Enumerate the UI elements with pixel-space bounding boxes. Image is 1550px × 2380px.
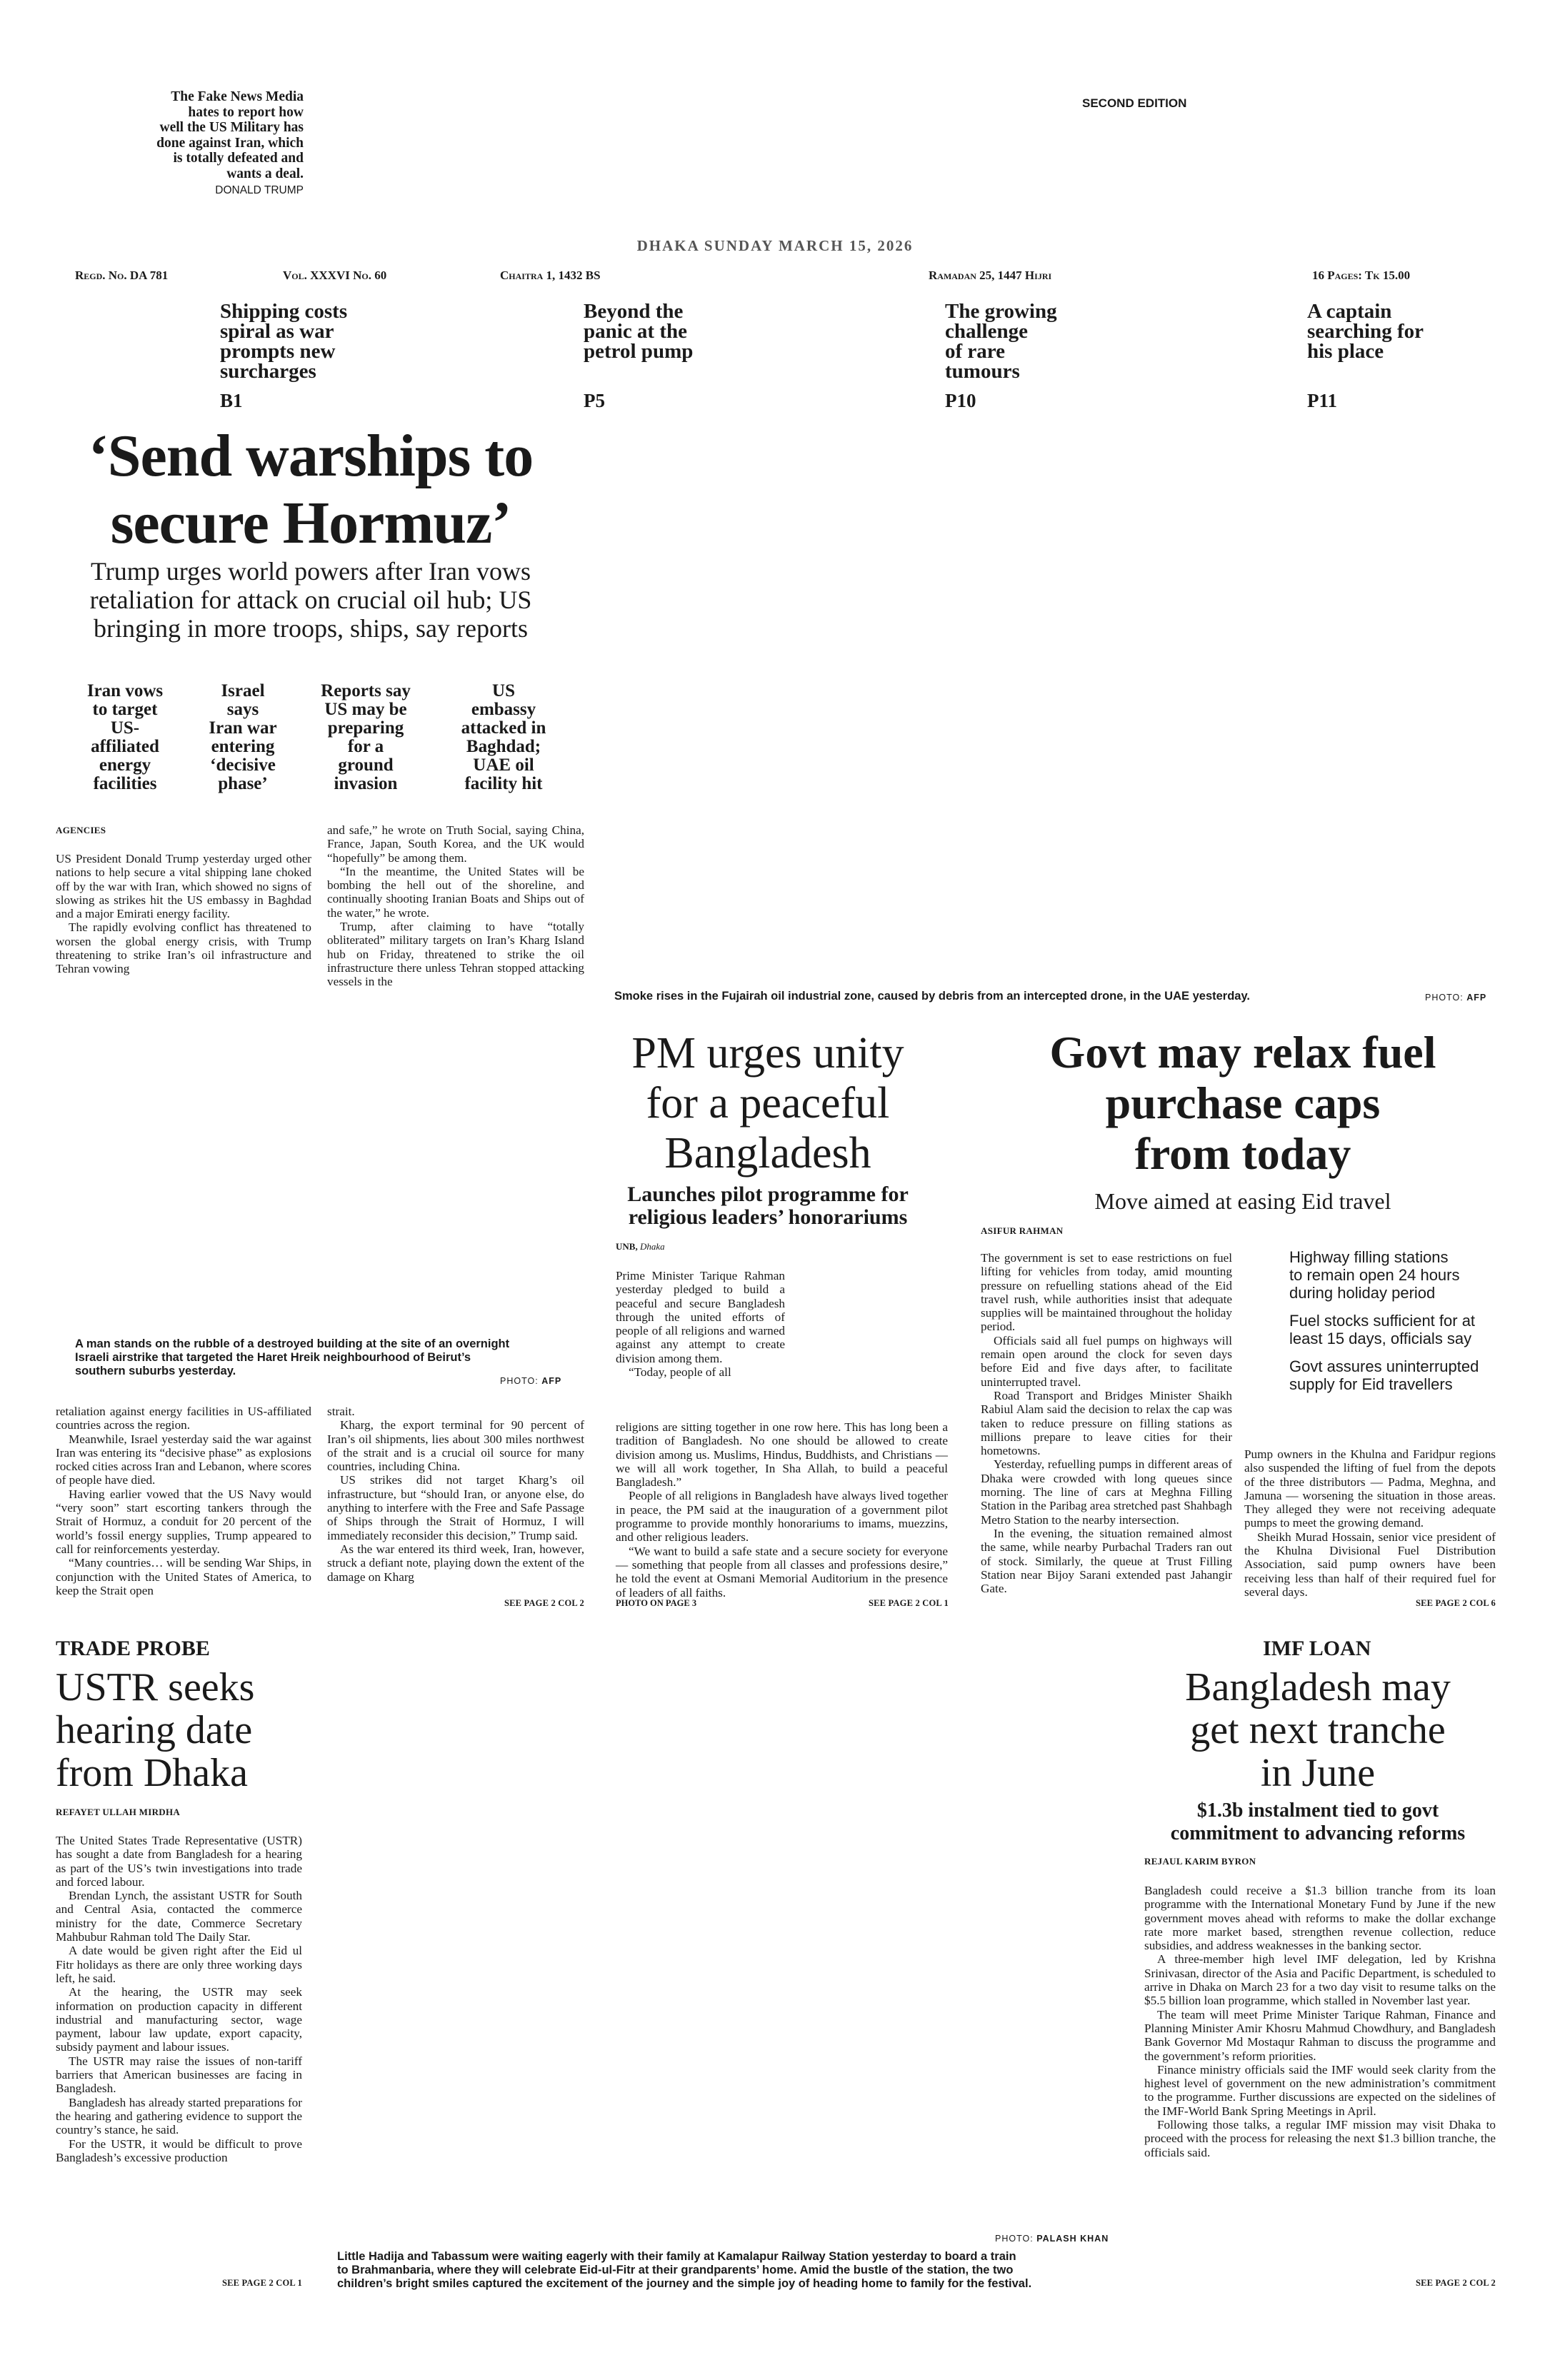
lead-subhead [312, 682, 419, 793]
caption-line: children’s bright smiles captured the excitement of the journey and the simple joy of heading home to family for the festival. [337, 2277, 1032, 2290]
subhead-line: entering [211, 737, 275, 756]
paragraph: As the war entered its third week, Iran, however, struck a defiant note, playing down the extent of the damage on Kharg [327, 1542, 584, 1584]
paragraph: Pump owners in the Khulna and Faridpur regions also suspended the lifting of fuel from the depots of the three distributors — Padma, Meghna, and Jamuna — worsening the situation in those areas. They alleged they were not receiving adequate pumps to meet the growing demand. [1244, 1447, 1496, 1530]
deck-line: retaliation for attack on crucial oil hub; US [89, 586, 532, 614]
subhead-line: US- [110, 718, 140, 738]
photo-caption [337, 2250, 1180, 2291]
lead-column-1-continued [56, 1405, 311, 1605]
photo-credit-name: PALASH KHAN [1036, 2234, 1109, 2244]
paragraph: Meanwhile, Israel yesterday said the war against Iran was entering its “decisive phase” as explosions rocked cities across Iran and Lebanon, where scores of people have died. [56, 1432, 311, 1487]
paragraph: religions are sitting together in one row here. This has long been a tradition of Bangladesh. No one should be allowed to create division among us. Muslims, Hindus, Buddhists, and Christians — we will all work together, In Sha Allah, to build a peaceful Bangladesh.” [616, 1420, 948, 1490]
teaser-title-line: searching for [1307, 320, 1424, 343]
quote-line: is totally defeated and [173, 151, 304, 166]
fuel-deck: Move aimed at easing Eid travel [1094, 1188, 1391, 1214]
byline-place: Dhaka [639, 1241, 665, 1252]
ustr-byline: REFAYET ULLAH MIRDHA [56, 1807, 181, 1817]
quote-line: wants a deal. [226, 166, 304, 181]
quote-line: done against Iran, which [156, 135, 304, 151]
subhead-line: religious leaders’ honorariums [628, 1205, 908, 1229]
imf-subhead [1129, 1799, 1507, 1845]
teaser-title-line: his place [1307, 340, 1384, 363]
highlight-item [1289, 1312, 1504, 1347]
teaser[interactable] [945, 301, 1131, 412]
headline-line: secure Hormuz’ [110, 490, 511, 556]
subhead-line: Iran war [209, 718, 277, 738]
paragraph: Having earlier vowed that the US Navy would “very soon” start escorting tankers through the Strait of Hormuz, a conduit for 20 percent of the world’s fossil energy supplies, Trump appeared to call for reinforcements yesterday. [56, 1487, 311, 1556]
lead-column-2-continued [327, 1405, 584, 1595]
teaser-page-ref: P5 [584, 390, 605, 411]
subhead-line: US may be [324, 700, 407, 719]
photo-credit [1425, 993, 1486, 1003]
paragraph: “Today, people of all [629, 1365, 731, 1380]
paragraph: Brendan Lynch, the assistant USTR for South and Central Asia, contacted the commerce ministry for the date, Commerce Secretary Mahbubur Rahman told The Daily Star. [56, 1889, 302, 1944]
lead-headline [29, 423, 593, 557]
teaser-title [945, 301, 1131, 381]
fuel-byline: ASIFUR RAHMAN [981, 1225, 1064, 1236]
pm-byline [616, 1241, 665, 1252]
caption-line: Israeli airstrike that targeted the Haret Hreik neighbourhood of Beirut’s [75, 1351, 471, 1364]
teaser-page-ref: P10 [945, 390, 976, 411]
teaser-title-line: tumours [945, 360, 1020, 383]
caption-line: southern suburbs yesterday. [75, 1365, 236, 1377]
photo-credit-name: AFP [1466, 993, 1487, 1003]
paragraph: Sheikh Murad Hossain, senior vice president of the Khulna Divisional Fuel Distribution Association, said pump owners have been receiving less than half of their required fuel for several days. [1244, 1530, 1496, 1599]
teaser-title-line: surcharges [220, 360, 316, 383]
paragraph: In the evening, the situation remained almost the same, while nearby Purbachal Traders ran out of stock. Similarly, the queue at Trust Filling Station near Bijoy Sarani extended past Jahangir Gate. [981, 1526, 1232, 1596]
teaser-page-ref: P11 [1307, 390, 1338, 411]
bangla-date: Chaitra 1, 1432 BS [500, 268, 601, 282]
pages-price: 16 Pages: Tk 15.00 [1312, 268, 1411, 282]
see-page-link[interactable]: SEE PAGE 2 COL 1 [221, 2278, 302, 2288]
headline-line: Bangladesh [664, 1129, 871, 1178]
teaser-title-line: A captain [1307, 300, 1392, 323]
highlight-item [1289, 1357, 1504, 1393]
pm-narrow-column [616, 1269, 785, 1419]
photo-caption: Smoke rises in the Fujairah oil industrial zone, caused by debris from an intercepted drone, in the UAE yesterday. [614, 990, 1251, 1003]
imf-headline [1129, 1666, 1507, 1794]
teaser-title [584, 301, 769, 361]
paragraph: For the USTR, it would be difficult to prove Bangladesh’s excessive production [56, 2137, 302, 2164]
deck-line: bringing in more troops, ships, say reports [94, 614, 528, 643]
pm-wide-column [616, 1420, 948, 1600]
fuel-column-2 [1244, 1447, 1496, 1599]
subhead-line: facility hit [464, 774, 543, 793]
photo-credit-name: AFP [541, 1376, 562, 1386]
teaser-title-line: Beyond the [584, 300, 684, 323]
photo-credit-label: PHOTO: [1425, 993, 1464, 1003]
teaser-title-line: panic at the [584, 320, 687, 343]
subhead-line: for a [347, 737, 384, 756]
paragraph: Kharg, the export terminal for 90 percent of Iran’s oil shipments, lies about 300 miles northwest of the strait and is a crucial oil source for many countries, including China. [327, 1418, 584, 1474]
subhead-line: Iran vows [86, 681, 164, 701]
paragraph: “In the meantime, the United States will be bombing the hell out of the shoreline, and continually shooting Iranian Boats and Ships out of the water,” he wrote. [327, 864, 584, 920]
registration-number: Regd. No. DA 781 [75, 268, 169, 282]
paragraph: People of all religions in Bangladesh have always lived together in peace, the PM said at the inauguration of a government pilot programme to provide monthly honorariums to imams, muezzins, and other religious leaders. [616, 1489, 948, 1545]
byline-agency: UNB, [616, 1241, 638, 1252]
highlight-line: during holiday period [1289, 1284, 1436, 1302]
lead-subhead [450, 682, 557, 793]
photo-credit [500, 1376, 561, 1386]
subhead-line: to target [92, 700, 158, 719]
teaser-title [1307, 301, 1493, 361]
teaser[interactable] [1307, 301, 1493, 412]
highlight-item [1289, 1248, 1504, 1302]
teaser-title-line: spiral as war [220, 320, 334, 343]
paragraph: The government is set to ease restrictions on fuel lifting for vehicles from today, amid mounting pressure on refuelling stations ahead of the Eid travel rush, while authorities insist that adequate supplies will be maintained throughout the holiday period. [981, 1251, 1232, 1334]
subhead-line: Launches pilot programme for [627, 1183, 909, 1206]
paragraph: US strikes did not target Kharg’s oil infrastructure, but “should Iran, or anyone else, do anything to interfere with the Free and Safe Passage of Ships through the Strait of Hormuz, I will immediately reconsider this decision,” Trump said. [327, 1473, 584, 1542]
teaser-title-line: petrol pump [584, 340, 694, 363]
headline-line: Govt may relax fuel [1049, 1027, 1436, 1078]
paragraph: and safe,” he wrote on Truth Social, saying China, France, Japan, South Korea, and the UK would “hopefully” be among them. [327, 823, 584, 865]
subhead-line: UAE oil [473, 755, 534, 775]
paragraph: Bangladesh could receive a $1.3 billion tranche from its loan programme with the International Monetary Fund by June if the new government moves ahead with reforms to make the dollar exchange rate more market based, strengthen revenue collection, reduce subsidies, and address weaknesses in the banking sector. [1144, 1884, 1496, 1953]
masthead-quote [107, 89, 304, 199]
headline-line: purchase caps [1105, 1078, 1381, 1128]
fuel-headline [982, 1027, 1504, 1179]
see-page-link[interactable]: SEE PAGE 2 COL 6 [1415, 1598, 1496, 1608]
masthead-info-row [0, 268, 1550, 286]
paragraph: strait. [327, 1405, 355, 1418]
lead-subhead [193, 682, 293, 793]
headline-line: hearing date [56, 1708, 253, 1752]
edition-label: SECOND EDITION [1082, 96, 1187, 110]
paragraph: US President Donald Trump yesterday urged other nations to help secure a vital shipping lane choked off by the war with Iran, which showed no signs of slowing as strikes hit the US embassy in Baghdad and a major Emirati energy facility. [56, 852, 311, 921]
paragraph: The USTR may raise the issues of non-tariff barriers that American businesses are facing in Bangladesh. [56, 2054, 302, 2096]
teaser-title-line: challenge [945, 320, 1028, 343]
deck-line: Trump urges world powers after Iran vows [91, 557, 531, 586]
photo-credit-label: PHOTO: [995, 2234, 1034, 2244]
photo-caption [75, 1337, 589, 1378]
subhead-line: Reports say [321, 681, 411, 701]
quote-line: hates to report how [188, 104, 304, 120]
paragraph: A three-member high level IMF delegation, led by Krishna Srinivasan, director of the Asia and Pacific Department, is scheduled to arrive in Dhaka on March 23 for a two day visit to resume talks on the $5.5 billion loan programme, which stalled in November last year. [1144, 1952, 1496, 2008]
photo-credit-label: PHOTO: [500, 1376, 539, 1386]
see-page-link[interactable]: SEE PAGE 2 COL 2 [1415, 2278, 1496, 2288]
highlight-line: supply for Eid travellers [1289, 1375, 1453, 1393]
headline-line: from today [1134, 1128, 1351, 1179]
headline-line: ‘Send warships to [88, 423, 534, 489]
highlight-line: Govt assures uninterrupted [1289, 1357, 1479, 1375]
pm-headline [607, 1028, 929, 1178]
paragraph: A date would be given right after the Eid ul Fitr holidays as there are only three working days left, he said. [56, 1944, 302, 1985]
teaser[interactable] [584, 301, 769, 412]
ustr-kicker: TRADE PROBE [56, 1637, 210, 1660]
paragraph: Yesterday, refuelling pumps in different areas of Dhaka were crowded with long queues since morning. The line of cars at Meghna Filling Station in the Paribag area stretched past Shahbagh Metro Station to the nearby intersection. [981, 1457, 1232, 1527]
subhead-line: invasion [334, 774, 398, 793]
paragraph: Officials said all fuel pumps on highways will remain open around the clock for seven days before Eid and five days after, to facilitate uninterrupted travel. [981, 1333, 1232, 1389]
teaser-title-line: The growing [945, 300, 1057, 323]
volume-number: Vol. XXXVI No. 60 [283, 268, 387, 282]
headline-line: USTR seeks [56, 1665, 255, 1709]
subhead-line: Israel [221, 681, 265, 701]
quote-line: well the US Military has [159, 120, 304, 135]
paragraph: Following those talks, a regular IMF mission may visit Dhaka to proceed with the process for releasing the next $1.3 billion tranche, the officials said. [1144, 2118, 1496, 2159]
fuel-column-1 [981, 1251, 1232, 1596]
paragraph: “We want to build a safe state and a secure society for everyone — something that people from all classes and professions desire,” he told the event at Osmani Memorial Auditorium in the presence of leaders of all faiths. [616, 1544, 948, 1600]
teaser-title-line: Shipping costs [220, 300, 348, 323]
photo-credit [995, 2234, 1109, 2244]
subhead-line: embassy [471, 700, 536, 719]
headline-line: from Dhaka [56, 1751, 249, 1795]
quote-line: The Fake News Media [171, 89, 304, 104]
caption-line: A man stands on the rubble of a destroyed building at the site of an overnight [75, 1337, 510, 1350]
headline-line: get next tranche [1190, 1708, 1446, 1752]
imf-column [1144, 1884, 1496, 2275]
teaser-title-line: prompts new [220, 340, 336, 363]
see-page-link[interactable]: SEE PAGE 2 COL 2 [504, 1598, 584, 1608]
subhead-line: says [226, 700, 259, 719]
subhead-line: preparing [327, 718, 404, 738]
imf-kicker: IMF LOAN [1263, 1637, 1371, 1660]
subhead-line: Baghdad; [466, 737, 541, 756]
ustr-column [56, 1834, 302, 2276]
paragraph: retaliation against energy facilities in US-affiliated countries across the region. [56, 1405, 311, 1432]
lead-subhead [75, 682, 175, 793]
pm-photo-note[interactable]: PHOTO ON PAGE 3 [616, 1598, 697, 1608]
subhead-line: facilities [93, 774, 157, 793]
caption-line: Little Hadija and Tabassum were waiting eagerly with their family at Kamalapur Railway Station yesterday to board a train [337, 2250, 1016, 2263]
highlight-line: Highway filling stations [1289, 1248, 1449, 1266]
fuel-highlights [1289, 1248, 1504, 1403]
paragraph: The team will meet Prime Minister Tarique Rahman, Finance and Planning Minister Amir Khosru Mahmud Chowdhury, and Bangladesh Bank Governor Md Mostaqur Rahman to discuss the programme and the government’s reform priorities. [1144, 2007, 1496, 2063]
hijri-date: Ramadan 25, 1447 Hijri [929, 268, 1052, 282]
pm-subhead [607, 1183, 929, 1229]
teaser-page-ref: B1 [220, 390, 243, 411]
subhead-line: US [492, 681, 515, 701]
subhead-line: ‘decisive [210, 755, 276, 775]
paragraph: Road Transport and Bridges Minister Shaikh Rabiul Alam said the decision to relax the cap was taken to reduce pressure on filling stations as millions prepare to leave cities for their hometowns. [981, 1388, 1232, 1458]
paragraph: At the hearing, the USTR may seek information on production capacity in different industrial and manufacturing sector, wage payment, labour law update, export capacity, subsidy payment and labour issues. [56, 1985, 302, 2054]
paragraph: Bangladesh has already started preparations for the hearing and gathering evidence to support the country’s stance, he said. [56, 2095, 302, 2137]
paragraph: The rapidly evolving conflict has threatened to worsen the global energy crisis, with Trump threatening to strike Iran’s oil infrastructure and Tehran vowing [56, 920, 311, 976]
paragraph: Finance ministry officials said the IMF would seek clarity from the highest level of government on the new administration’s commitment to the programme. Further discussions are expected on the sidelines of the IMF-World Bank Spring Meetings in April. [1144, 2062, 1496, 2118]
headline-line: PM urges unity [631, 1029, 904, 1078]
paragraph: Prime Minister Tarique Rahman yesterday pledged to build a peaceful and secure Bangladesh through the united efforts of people of all religions and warned against any attempt to create division among them. [616, 1269, 785, 1365]
subhead-line: attacked in [461, 718, 546, 738]
subhead-line: $1.3b instalment tied to govt [1196, 1799, 1439, 1822]
paragraph: Trump, after claiming to have “totally obliterated” military targets on Iran’s Kharg Island hub on Friday, threatened to strike the oil infrastructure there unless Tehran stopped attacking vessels in the [327, 920, 584, 989]
dateline: DHAKA SUNDAY MARCH 15, 2026 [636, 237, 914, 254]
lead-byline: AGENCIES [56, 825, 106, 835]
subhead-line: phase’ [218, 774, 268, 793]
headline-line: for a peaceful [646, 1079, 890, 1128]
ustr-headline [56, 1666, 341, 1794]
paragraph: The United States Trade Representative (USTR) has sought a date from Bangladesh for a hearing as part of the US’s twin investigations into trade and forced labour. [56, 1834, 302, 1889]
subhead-line: energy [99, 755, 151, 775]
headline-line: in June [1260, 1751, 1376, 1795]
subhead-line: affiliated [91, 737, 159, 756]
caption-line: to Brahmanbaria, where they will celebrate Eid-ul-Fitr at their grandparents’ home. Amid the bustle of the station, the two [337, 2264, 1014, 2276]
subhead-line: commitment to advancing reforms [1170, 1822, 1466, 1844]
highlight-line: least 15 days, officials say [1289, 1330, 1472, 1347]
teaser[interactable] [220, 301, 406, 412]
teaser-title [220, 301, 406, 381]
headline-line: Bangladesh may [1185, 1665, 1451, 1709]
teaser-title-line: of rare [945, 340, 1005, 363]
paragraph: “Many countries… will be sending War Ships, in conjunction with the United States of America, to keep the Strait open [56, 1556, 311, 1597]
highlight-line: Fuel stocks sufficient for at [1289, 1312, 1476, 1330]
see-page-link[interactable]: SEE PAGE 2 COL 1 [868, 1598, 949, 1608]
quote-author: DONALD TRUMP [215, 184, 304, 196]
lead-deck [29, 557, 593, 643]
lead-column-2 [327, 823, 584, 1018]
subhead-line: ground [338, 755, 394, 775]
imf-byline: REJAUL KARIM BYRON [1144, 1856, 1256, 1867]
lead-column-1 [56, 852, 311, 1016]
highlight-line: to remain open 24 hours [1289, 1266, 1460, 1284]
